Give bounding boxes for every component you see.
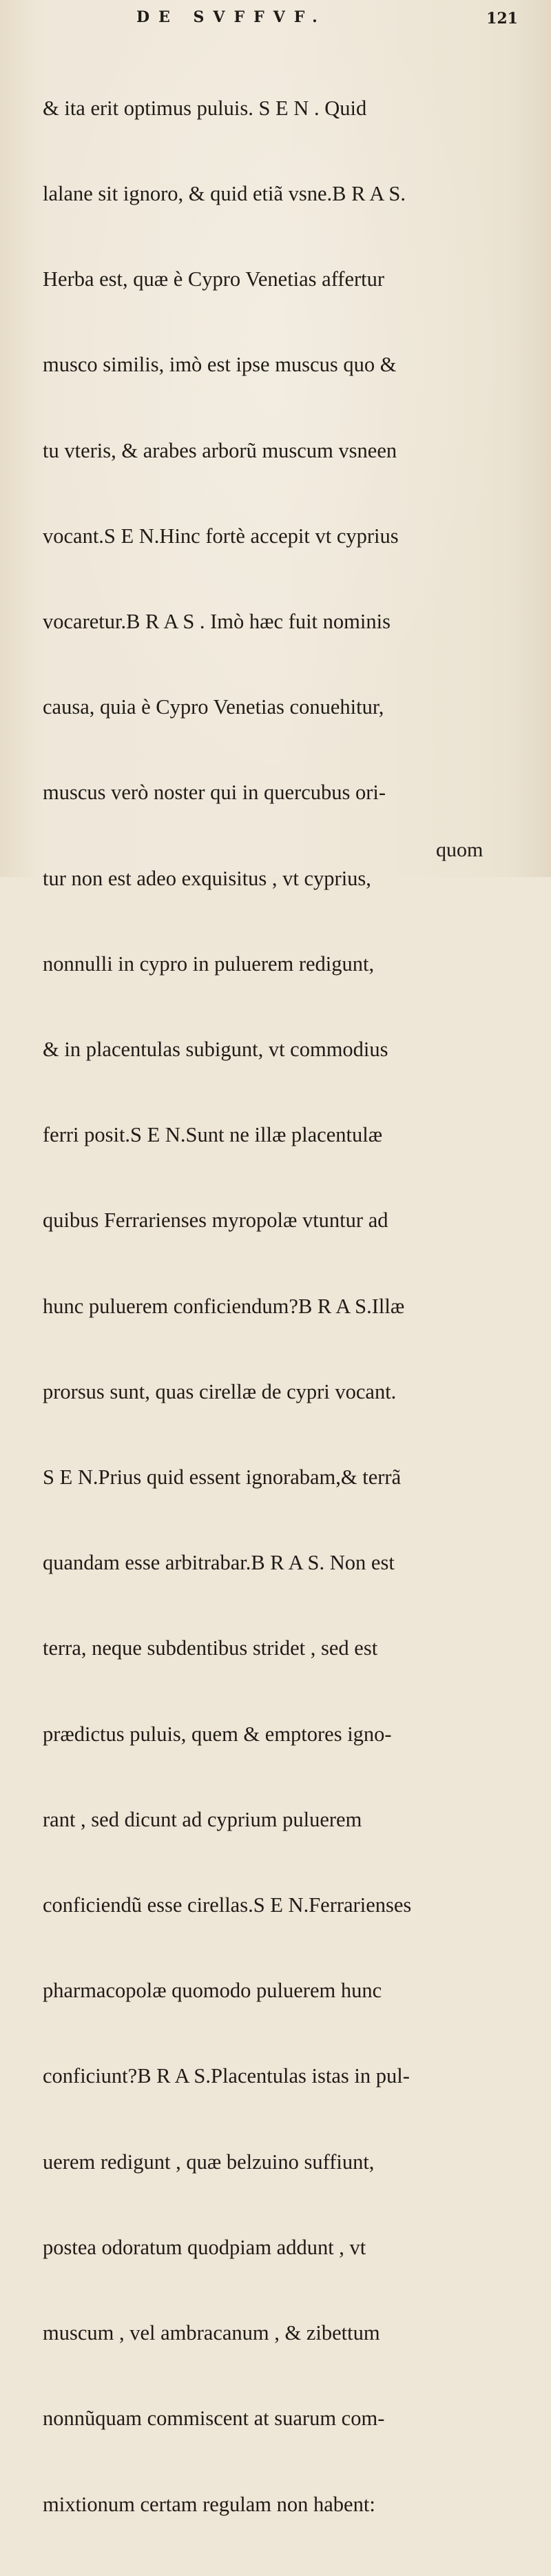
running-head: DE SVFFVF. (136, 8, 326, 26)
page-header (41, 8, 523, 36)
text-line: vocant.S E N.Hinc fortè accepit vt cyprius (43, 524, 399, 548)
text-line: vocaretur.B R A S . Imò hæc fuit nominis (43, 610, 391, 634)
text-line: Herba est, quæ è Cypro Venetias affertur (43, 267, 385, 291)
text-line: ferri posit.S E N.Sunt ne illæ placentulæ (43, 1123, 383, 1147)
text-line: conficiunt?B R A S.Placentulas istas in pul- (43, 2064, 410, 2088)
text-line: quibus Ferrarienses myropolæ vtuntur ad (43, 1208, 388, 1233)
text-line: causa, quia è Cypro Venetias conuehitur, (43, 695, 384, 719)
text-line: conficiendũ esse cirellas.S E N.Ferrarienses (43, 1893, 412, 1917)
text-line: rant , sed dicunt ad cyprium puluerem (43, 1807, 362, 1831)
text-line: prædictus puluis, quem & emptores igno- (43, 1722, 392, 1746)
text-line: musco similis, imò est ipse muscus quo & (43, 353, 397, 377)
text-line: & in placentulas subigunt, vt commodius (43, 1038, 388, 1062)
text-line: & ita erit optimus puluis. S E N . Quid (43, 96, 367, 120)
text-line: uerem redigunt , quæ belzuino suffiunt, (43, 2150, 375, 2174)
text-line: muscum , vel ambracanum , & zibettum (43, 2321, 380, 2345)
text-line: muscus verò noster qui in quercubus ori- (43, 781, 386, 805)
catchword: quom (436, 838, 484, 861)
text-line: quandam esse arbitrabar.B R A S. Non est (43, 1551, 395, 1575)
page-number: 121 (486, 10, 518, 28)
text-line: postea odoratum quodpiam addunt , vt (43, 2235, 366, 2259)
text-line: hunc puluerem conficiendum?B R A S.Illæ (43, 1294, 405, 1318)
text-line: prorsus sunt, quas cirellæ de cypri vocant. (43, 1379, 397, 1403)
text-line: mixtionum certam regulam non habent: (43, 2492, 375, 2516)
text-line: S E N.Prius quid essent ignorabam,& terrã (43, 1465, 402, 1490)
text-line: tu vteris, & arabes arborũ muscum vsneen (43, 438, 397, 462)
body-text (43, 37, 525, 2576)
text-line: lalane sit ignoro, & quid etiã vsne.B R A S. (43, 182, 406, 206)
text-line: nonnulli in cypro in puluerem redigunt, (43, 951, 375, 976)
text-line: nonnũquam commiscent at suarum com- (43, 2407, 385, 2431)
text-line: pharmacopolæ quomodo puluerem hunc (43, 1979, 382, 2003)
text-line: terra, neque subdentibus stridet , sed est (43, 1636, 378, 1660)
text-line: tur non est adeo exquisitus , vt cyprius, (43, 866, 371, 890)
